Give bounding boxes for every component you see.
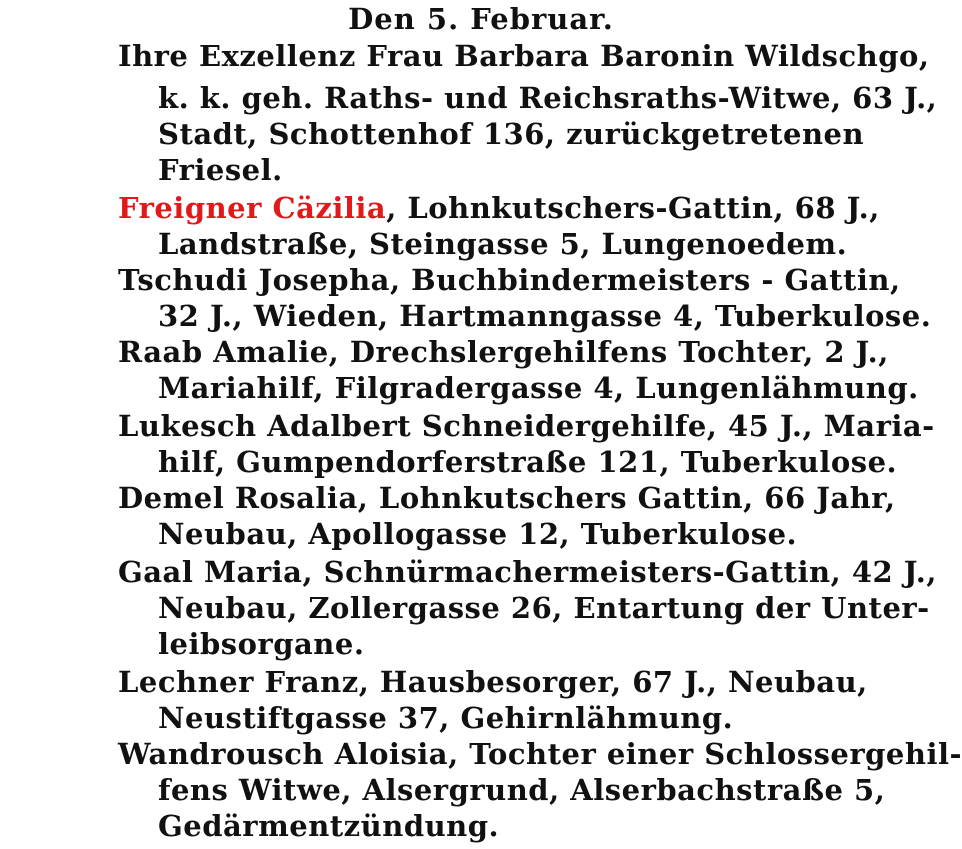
entry-5-line-2: hilf, Gumpendorferstraße 121, Tuberkulose. [158, 445, 898, 479]
entry-6-line-1: Demel Rosalia, Lohnkutschers Gattin, 66 Jahr, [118, 481, 896, 515]
entry-7-line-3: leibsorgane. [158, 627, 365, 661]
entry-3-line-2: 32 J., Wieden, Hartmanngasse 4, Tuberkulose. [158, 299, 932, 333]
entry-8-line-1: Lechner Franz, Hausbesorger, 67 J., Neubau, [118, 665, 868, 699]
entry-6-line-2: Neubau, Apollogasse 12, Tuberkulose. [158, 517, 798, 551]
entry-2-line-2: Landstraße, Steingasse 5, Lungenoedem. [158, 227, 848, 261]
entry-1-line-3: Stadt, Schottenhof 136, zurückgetretenen [158, 117, 865, 151]
entry-5-line-1: Lukesch Adalbert Schneidergehilfe, 45 J., Maria- [118, 409, 935, 443]
highlighted-name: Freigner Cäzilia [118, 191, 387, 225]
entry-7-line-1: Gaal Maria, Schnürmachermeisters-Gattin, 42 J., [118, 555, 937, 589]
entry-9-line-2: fens Witwe, Alsergrund, Alserbachstraße 5, [158, 773, 886, 807]
entry-2-line-1-rest: , Lohnkutschers-Gattin, 68 J., [386, 191, 880, 225]
entry-9-line-1: Wandrousch Aloisia, Tochter einer Schlossergehil- [118, 737, 962, 771]
entry-4-line-1: Raab Amalie, Drechslergehilfens Tochter, 2 J., [118, 335, 889, 369]
entry-1-line-1: Ihre Exzellenz Frau Barbara Baronin Wildschgo, [118, 39, 930, 73]
entry-4-line-2: Mariahilf, Filgradergasse 4, Lungenlähmung. [158, 371, 919, 405]
entry-7-line-2: Neubau, Zollergasse 26, Entartung der Unter- [158, 591, 930, 625]
entry-9-line-3: Gedärmentzündung. [158, 809, 500, 843]
entry-2-line-1 [118, 190, 880, 226]
entry-1-line-4: Friesel. [158, 153, 283, 187]
date-heading: Den 5. Februar. [348, 2, 614, 36]
entry-8-line-2: Neustiftgasse 37, Gehirnlähmung. [158, 701, 734, 735]
entry-3-line-1: Tschudi Josepha, Buchbindermeisters - Gattin, [118, 263, 901, 297]
entry-1-line-2: k. k. geh. Raths- und Reichsraths-Witwe, 63 J., [158, 81, 938, 115]
